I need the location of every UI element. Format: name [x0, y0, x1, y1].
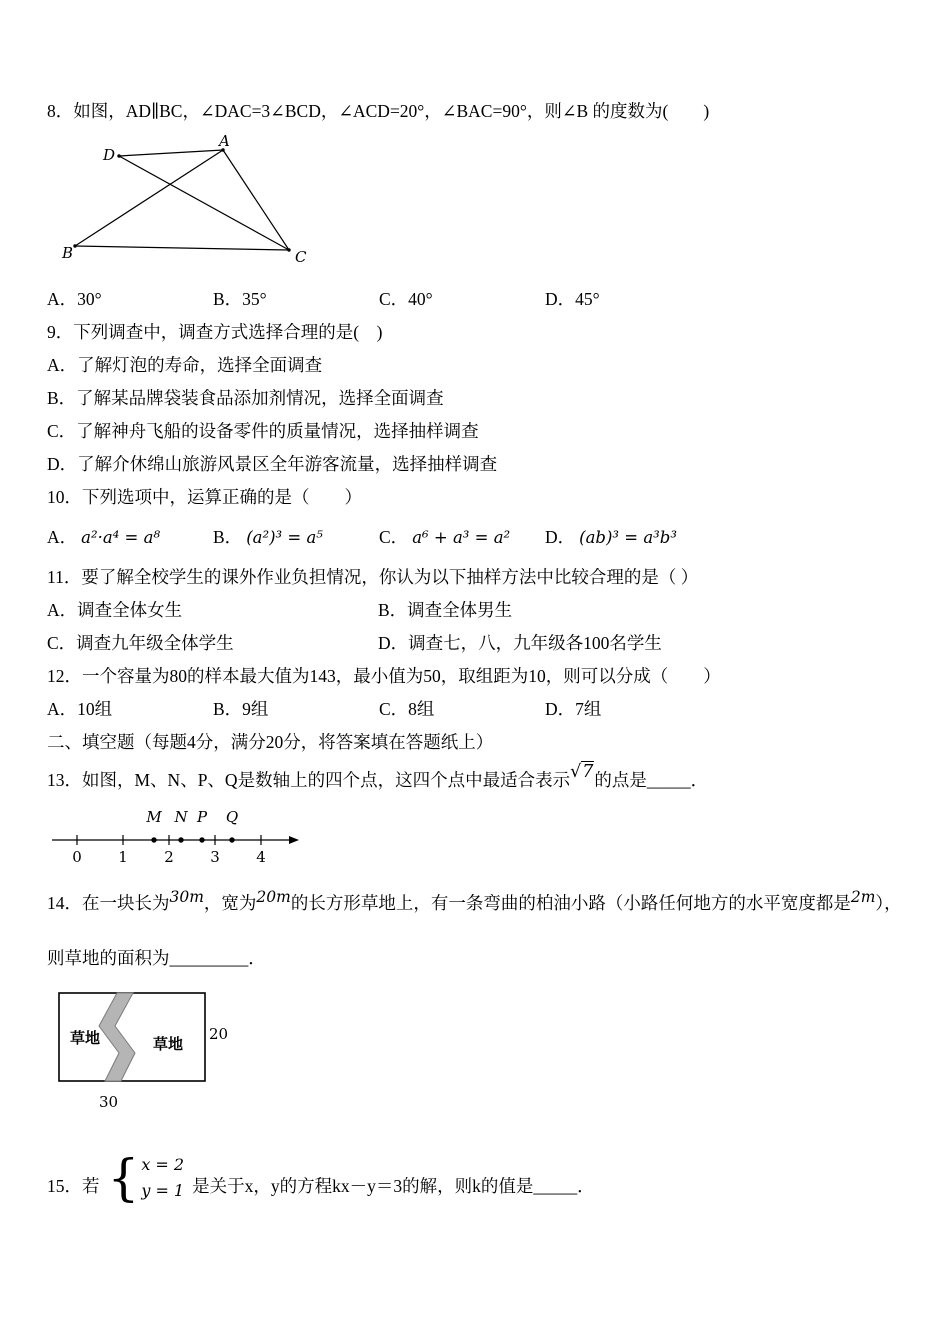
question-10-stem: 10．下列选项中，运算正确的是（ ）: [47, 487, 362, 507]
question-12: [47, 660, 910, 726]
q10-option-b-letter: B．: [213, 527, 243, 547]
lawn-figure: [57, 991, 257, 1119]
q9-option-c: C．了解神舟飞船的设备零件的质量情况，选择抽样调查: [47, 421, 479, 441]
equation-2: y = 1: [141, 1181, 185, 1200]
tick-label-2: 2: [164, 848, 174, 866]
q8-option-a: A．30°: [47, 289, 102, 309]
tick-label-1: 1: [118, 848, 128, 866]
width-label: 30: [99, 1093, 119, 1111]
question-8-options: [47, 283, 910, 316]
q14-path-width: 2m: [850, 888, 876, 906]
question-14: [47, 883, 910, 1124]
q14-length: 30m: [169, 888, 204, 906]
q10-option-d-letter: D．: [545, 527, 576, 547]
question-11: [47, 561, 910, 660]
q14-part4: ），: [875, 893, 902, 913]
segment-AC: [223, 150, 289, 250]
q10-option-b-formula: (a²)³ = a⁵: [246, 528, 323, 547]
q10-option-c-letter: C．: [379, 527, 409, 547]
question-14-figure: [57, 991, 910, 1124]
segment-DC: [119, 156, 289, 250]
q8-option-d: D．45°: [545, 289, 600, 309]
label-D: D: [103, 146, 116, 164]
label-M: M: [146, 808, 162, 826]
label-A: A: [219, 134, 230, 150]
label-C: C: [295, 248, 307, 266]
q10-option-b: [213, 514, 379, 561]
question-8-stem: 8．如图，AD∥BC，∠DAC=3∠BCD，∠ACD=20°，∠BAC=90°，则∠B 的度数为( ): [47, 101, 710, 121]
q12-option-b: B．9组: [213, 699, 269, 719]
question-8: [47, 95, 910, 316]
question-11-options-row2: [47, 627, 910, 660]
vertex-B: [73, 244, 76, 247]
point-P: [199, 837, 204, 842]
radical-sign: √: [570, 762, 582, 782]
q9-option-d: D．了解介休绵山旅游风景区全年游客流量，选择抽样调查: [47, 454, 498, 474]
axis-arrow: [289, 836, 299, 844]
tick-label-3: 3: [210, 848, 220, 866]
q9-option-a: A．了解灯泡的寿命，选择全面调查: [47, 355, 323, 375]
label-N: N: [174, 808, 188, 826]
path-band: [99, 993, 135, 1081]
point-Q: [229, 837, 234, 842]
question-12-options: [47, 693, 910, 726]
q8-option-c: C．40°: [379, 289, 433, 309]
question-11-stem: 11．要了解全校学生的课外作业负担情况，你认为以下抽样方法中比较合理的是（ ）: [47, 567, 699, 587]
point-M: [151, 837, 156, 842]
tick-label-4: 4: [256, 848, 266, 866]
q14-part2: ，宽为: [203, 893, 257, 913]
question-10-options: [47, 514, 910, 561]
question-8-figure: [61, 134, 910, 273]
question-10: [47, 481, 910, 561]
number-line: [47, 806, 307, 866]
q12-option-d: D．7组: [545, 699, 602, 719]
q11-option-b: B．调查全体男生: [378, 600, 513, 620]
label-Q: Q: [225, 808, 239, 826]
question-14-stem-line2: 则草地的面积为_________．: [47, 948, 266, 968]
q12-option-c: C．8组: [379, 699, 435, 719]
q15-suffix: 是关于x，y的方程kx－y＝3的解，则k的值是_____．: [192, 1176, 595, 1196]
q11-option-c: C．调查九年级全体学生: [47, 633, 234, 653]
equation-1: x = 2: [141, 1155, 185, 1174]
q14-part3: 的长方形草地上，有一条弯曲的柏油小路（小路任何地方的水平宽度都是: [290, 893, 851, 913]
question-15: [47, 1150, 910, 1206]
q15-prefix: 15．若: [47, 1176, 100, 1196]
question-11-options-row1: [47, 594, 910, 627]
sqrt-7: [570, 762, 594, 782]
radicand: 7: [582, 762, 594, 782]
q10-option-c-formula: a⁶ + a³ = a²: [412, 528, 511, 547]
question-9: [47, 316, 910, 481]
q10-option-d-formula: (ab)³ = a³b³: [579, 528, 677, 547]
section-2-title: 二、填空题（每题4分，满分20分，将答案填在答题纸上）: [47, 732, 494, 752]
label-P: P: [196, 808, 208, 826]
q9-option-b: B．了解某品牌袋装食品添加剂情况，选择全面调查: [47, 388, 444, 408]
q13-stem-before: 13．如图，M、N、P、Q是数轴上的四个点，这四个点中最适合表示: [47, 770, 571, 790]
segment-DA: [119, 150, 223, 156]
q11-option-d: D．调查七，八，九年级各100名学生: [378, 633, 662, 653]
q8-option-b: B．35°: [213, 289, 267, 309]
geometry-figure: [61, 134, 315, 268]
question-12-stem: 12．一个容量为80的样本最大值为143，最小值为50，取组距为10，则可以分成（ ）: [47, 666, 721, 686]
height-label: 20: [209, 1025, 229, 1043]
grass-left-label: 草地: [70, 1029, 101, 1047]
q10-option-a-letter: A．: [47, 527, 78, 547]
q10-option-d: [545, 514, 677, 561]
question-13-stem: [47, 761, 910, 800]
segment-AB: [75, 150, 223, 246]
equation-system: [141, 1152, 184, 1204]
q10-option-a-formula: a²·a⁴ = a⁸: [81, 528, 161, 547]
question-14-stem: [47, 883, 910, 924]
label-B: B: [62, 244, 74, 262]
q14-part1: 14．在一块长为: [47, 893, 170, 913]
question-13: [47, 761, 910, 871]
q13-stem-after: 的点是_____．: [594, 770, 709, 790]
vertex-D: [117, 154, 120, 157]
q10-option-a: [47, 514, 213, 561]
question-9-stem: 9．下列调查中，调查方式选择合理的是( ): [47, 322, 383, 342]
q11-option-a: A．调查全体女生: [47, 600, 183, 620]
left-brace: {: [107, 1149, 140, 1207]
q14-width: 20m: [256, 888, 291, 906]
point-N: [178, 837, 183, 842]
grass-right-label: 草地: [153, 1035, 184, 1053]
q12-option-a: A．10组: [47, 699, 113, 719]
vertex-C: [287, 248, 290, 251]
question-13-figure: [47, 806, 910, 871]
q10-option-c: [379, 514, 545, 561]
segment-BC: [75, 246, 289, 250]
tick-label-0: 0: [72, 848, 82, 866]
